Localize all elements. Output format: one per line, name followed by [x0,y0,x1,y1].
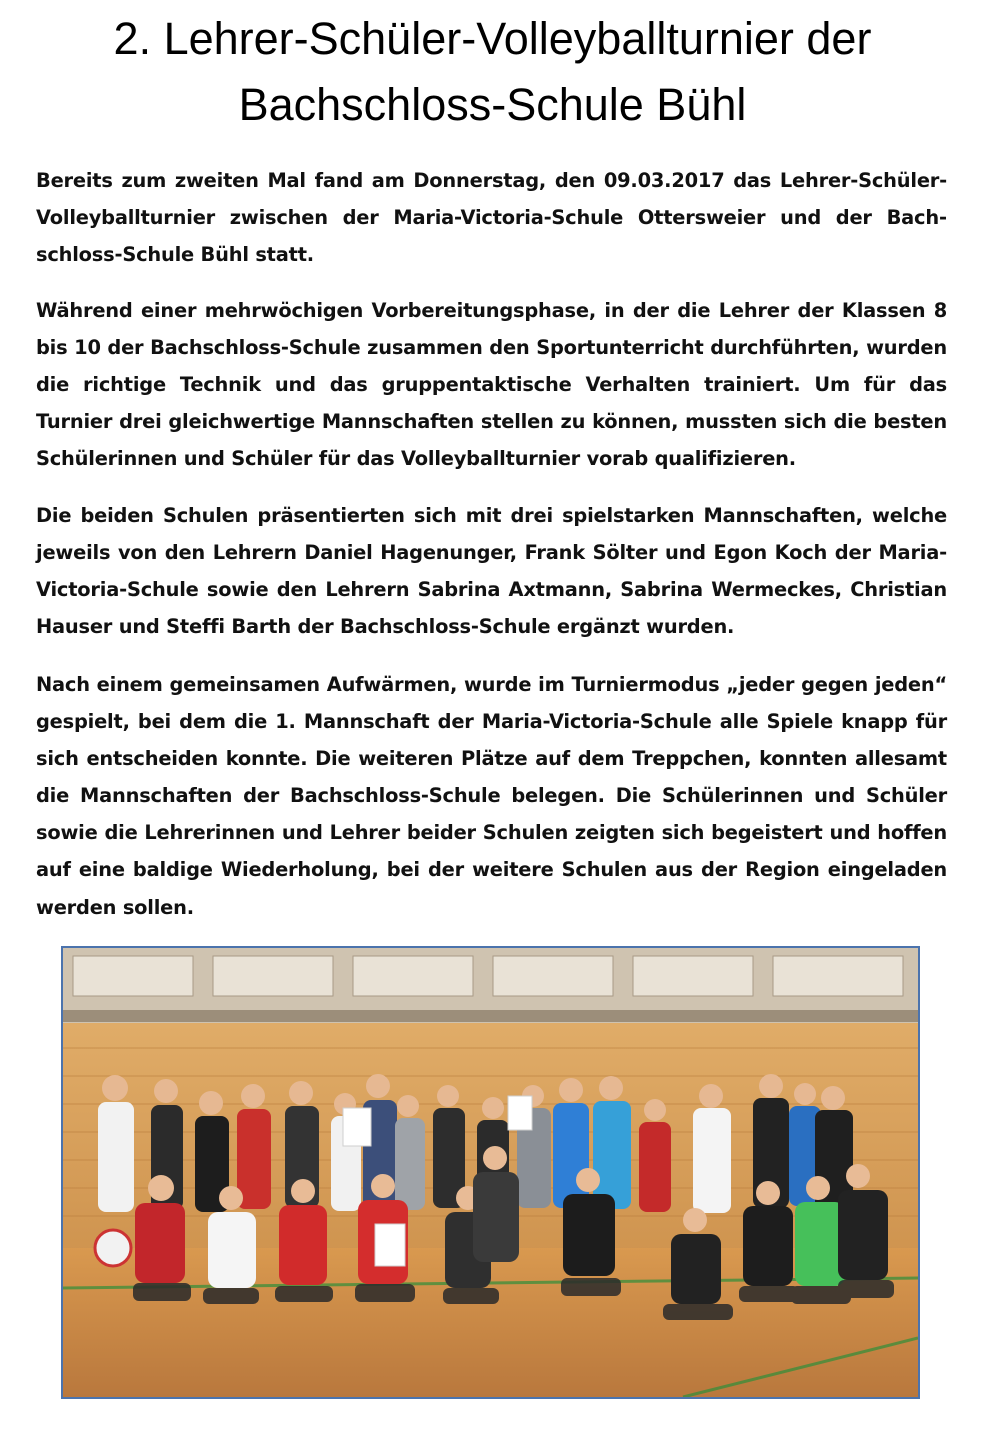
paragraph-4: Nach einem gemeinsamen Aufwärmen, wurde im Turniermodus „jeder gegen jeden“ gespielt, bei dem die 1. Mannschaft der Maria-Victoria-Schule alle Spiele knapp für sich entscheiden konnte. Die weiteren Plätze auf dem Treppchen, konnten allesamt die Mannschaften der Bachschloss-Schule belegen. Die Schülerinnen und Schüler sowie die Lehrerinnen und Lehrer beider Schulen zeigten sich begeistert und hoffen auf eine baldige Wiederholung, bei der weitere Schulen aus der Region eingeladen werden sollen. [36,673,947,919]
page-title [20,6,965,138]
gym-group-photo-illustration [63,948,918,1397]
title-line-1: 2. Lehrer-Schüler-Volleyballturnier der [113,13,872,64]
paragraph-2: Während einer mehrwöchigen Vorbereitungsphase, in der die Lehrer der Klassen 8 bis 10 der Bachschloss-Schule zusammen den Sportunterricht durchführten, wurden die richtige Technik und das gruppentaktische Verhalten trainiert. Um für das Turnier drei gleichwertige Mannschaften stellen zu können, mussten sich die besten Schülerinnen und Schüler für das Volleyballturnier vorab qualifizieren. [36,299,947,471]
paragraph-1: Bereits zum zweiten Mal fand am Donnerstag, den 09.03.2017 das Lehrer-Schüler-Volleyballturnier zwischen der Maria-Victoria-Schule Ottersweier und der Bachschloss-Schule Bühl statt. [36,169,947,267]
title-line-2: Bachschloss-Schule Bühl [238,79,747,130]
team-group-photo [61,946,920,1399]
paragraph-3: Die beiden Schulen präsentierten sich mit drei spielstarken Mannschaften, welche jeweils von den Lehrern Daniel Hagenunger, Frank Sölter und Egon Koch der Maria-Victoria-Schule sowie den Lehrern Sabrina Axtmann, Sabrina Wermeckes, Christian Hauser und Steffi Barth der Bachschloss-Schule ergänzt wurden. [36,504,947,639]
